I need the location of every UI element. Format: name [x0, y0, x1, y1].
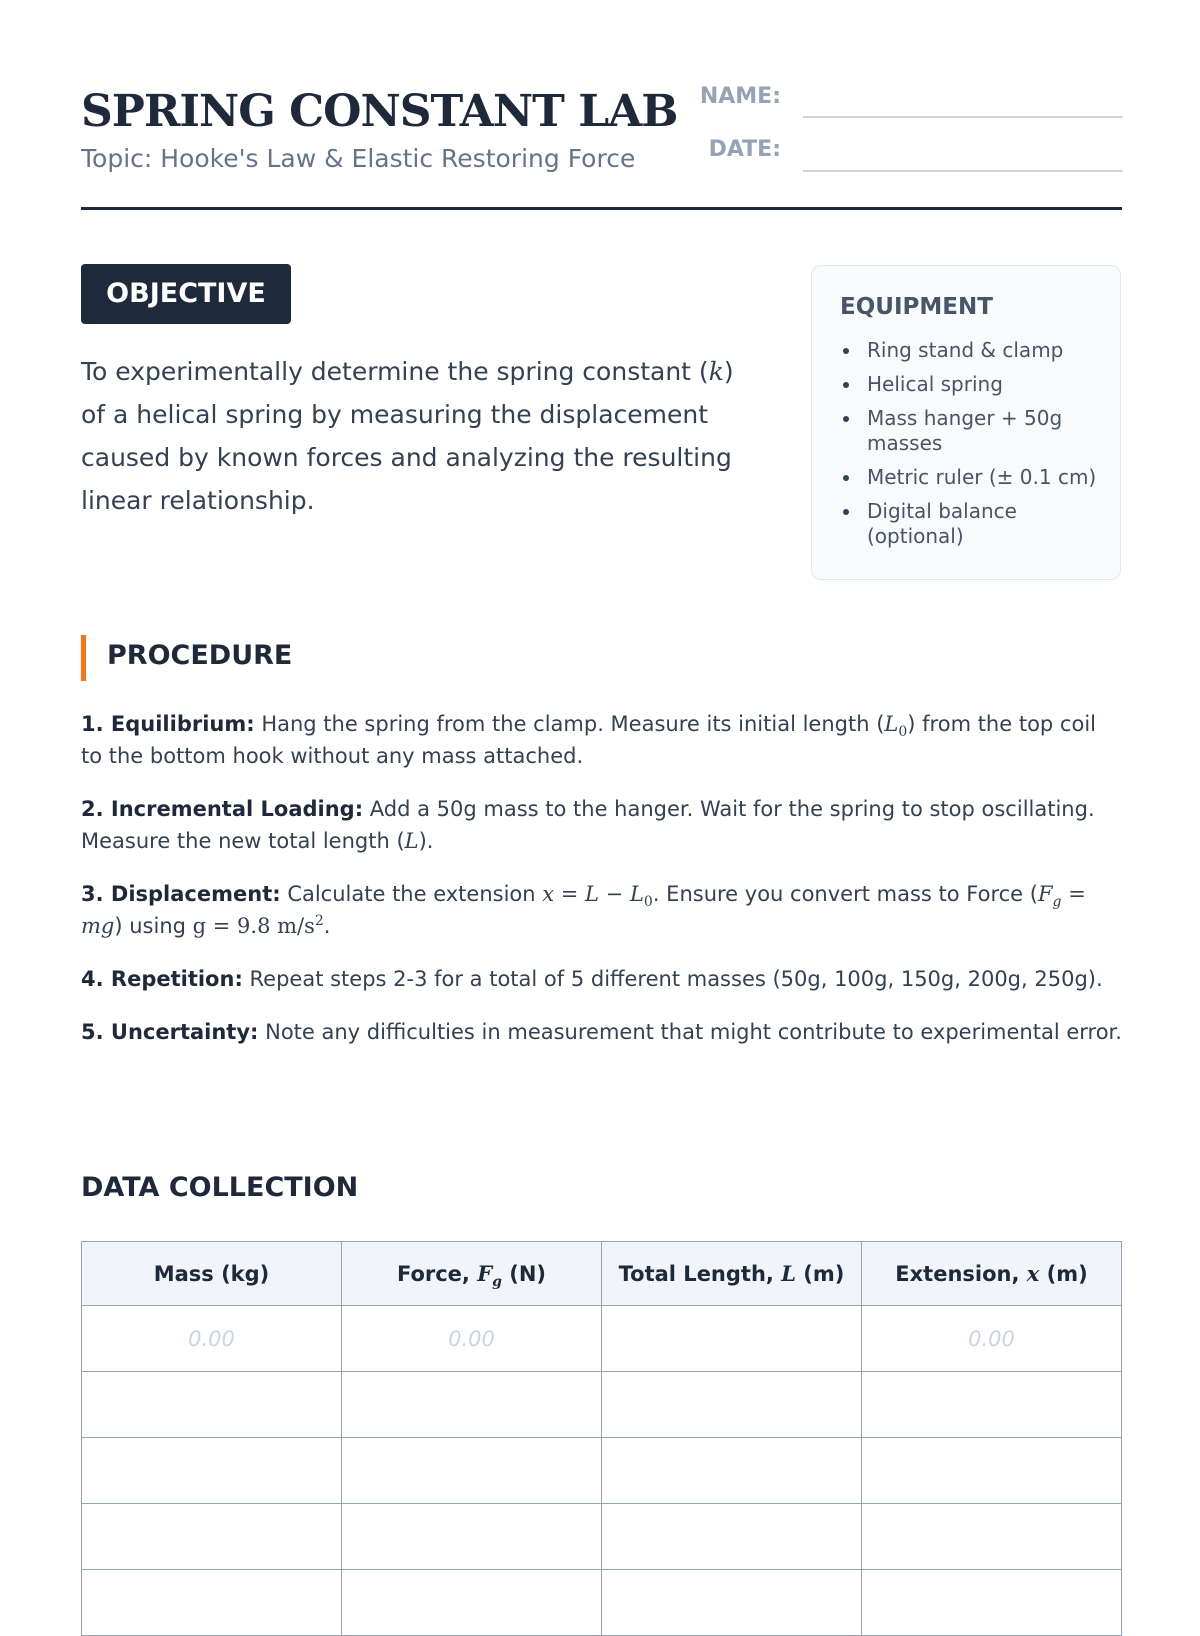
table-cell[interactable] — [602, 1306, 862, 1372]
table-cell[interactable] — [82, 1570, 342, 1636]
header — [81, 84, 1122, 211]
data-collection-title: DATA COLLECTION — [81, 1172, 359, 1203]
header-divider — [81, 207, 1122, 210]
name-label: NAME: — [699, 84, 781, 109]
table-cell[interactable] — [602, 1504, 862, 1570]
column-header-mass: Mass (kg) — [82, 1242, 342, 1306]
page-title: SPRING CONSTANT LAB — [81, 86, 678, 137]
procedure-accent-bar — [81, 635, 86, 681]
table-cell[interactable]: 0.00 — [342, 1306, 602, 1372]
table-cell[interactable] — [342, 1372, 602, 1438]
procedure-step-1: 1. Equilibrium: Hang the spring from the clamp. Measure its initial length $(L_0)$ from the top coil to the bottom hook without any mass attached. — [81, 712, 1096, 768]
table-cell[interactable] — [862, 1438, 1122, 1504]
procedure-step-2: 2. Incremental Loading: Add a 50g mass to the hanger. Wait for the spring to stop oscillating. Measure the new total length (L). — [81, 797, 1095, 853]
procedure-step-5: 5. Uncertainty: Note any difficulties in measurement that might contribute to experimental error. — [81, 1020, 1122, 1044]
var-k: k — [708, 357, 724, 386]
data-table — [81, 1241, 1122, 1636]
procedure-step-3: 3. Displacement: Calculate the extension $x = L - L_0$. Ensure you convert mass to Force $(F_g = mg)$ using g = 9.8 $m/s^2$. — [81, 882, 1086, 938]
procedure-title: PROCEDURE — [107, 640, 293, 671]
table-cell[interactable] — [82, 1504, 342, 1570]
objective-text: To experimentally determine the spring constant (k) of a helical spring by measuring the displacement caused by known forces and analyzing the resulting linear relationship. — [81, 357, 734, 515]
table-cell[interactable] — [862, 1504, 1122, 1570]
table-row — [82, 1306, 1122, 1372]
column-header-total-length: Total Length, L (m) — [602, 1242, 862, 1306]
table-row — [82, 1438, 1122, 1504]
table-row — [82, 1504, 1122, 1570]
column-header-extension: Extension, x (m) — [862, 1242, 1122, 1306]
equipment-item: Mass hanger + 50g masses — [840, 406, 1100, 456]
table-cell[interactable] — [602, 1372, 862, 1438]
table-cell[interactable] — [602, 1438, 862, 1504]
table-cell[interactable] — [342, 1504, 602, 1570]
procedure-step-4: 4. Repetition: Repeat steps 2-3 for a total of 5 different masses (50g, 100g, 150g, 200g, 250g). — [81, 967, 1103, 991]
date-field[interactable] — [803, 170, 1123, 172]
table-cell[interactable]: 0.00 — [862, 1306, 1122, 1372]
equipment-title: EQUIPMENT — [840, 294, 993, 320]
equipment-item: Helical spring — [840, 372, 1100, 397]
date-label: DATE: — [708, 137, 781, 162]
column-header-force: Force, $F_g$ (N) — [342, 1242, 602, 1306]
table-cell[interactable] — [342, 1438, 602, 1504]
procedure-steps — [81, 708, 1122, 1069]
objective-label: OBJECTIVE — [81, 264, 291, 324]
table-cell[interactable] — [82, 1372, 342, 1438]
table-cell[interactable] — [862, 1372, 1122, 1438]
page-subtitle: Topic: Hooke's Law & Elastic Restoring Force — [81, 144, 636, 173]
equipment-item: Metric ruler (± 0.1 cm) — [840, 465, 1100, 490]
table-cell[interactable] — [602, 1570, 862, 1636]
table-cell[interactable] — [82, 1438, 342, 1504]
table-cell[interactable] — [862, 1570, 1122, 1636]
equipment-list — [840, 338, 1100, 558]
table-header-row — [82, 1242, 1122, 1306]
table-cell[interactable]: 0.00 — [82, 1306, 342, 1372]
equipment-item: Ring stand & clamp — [840, 338, 1100, 363]
name-field[interactable] — [803, 116, 1123, 118]
equipment-item: Digital balance (optional) — [840, 499, 1100, 549]
table-cell[interactable] — [342, 1570, 602, 1636]
table-row — [82, 1372, 1122, 1438]
equipment-box — [811, 265, 1121, 580]
table-row — [82, 1570, 1122, 1636]
